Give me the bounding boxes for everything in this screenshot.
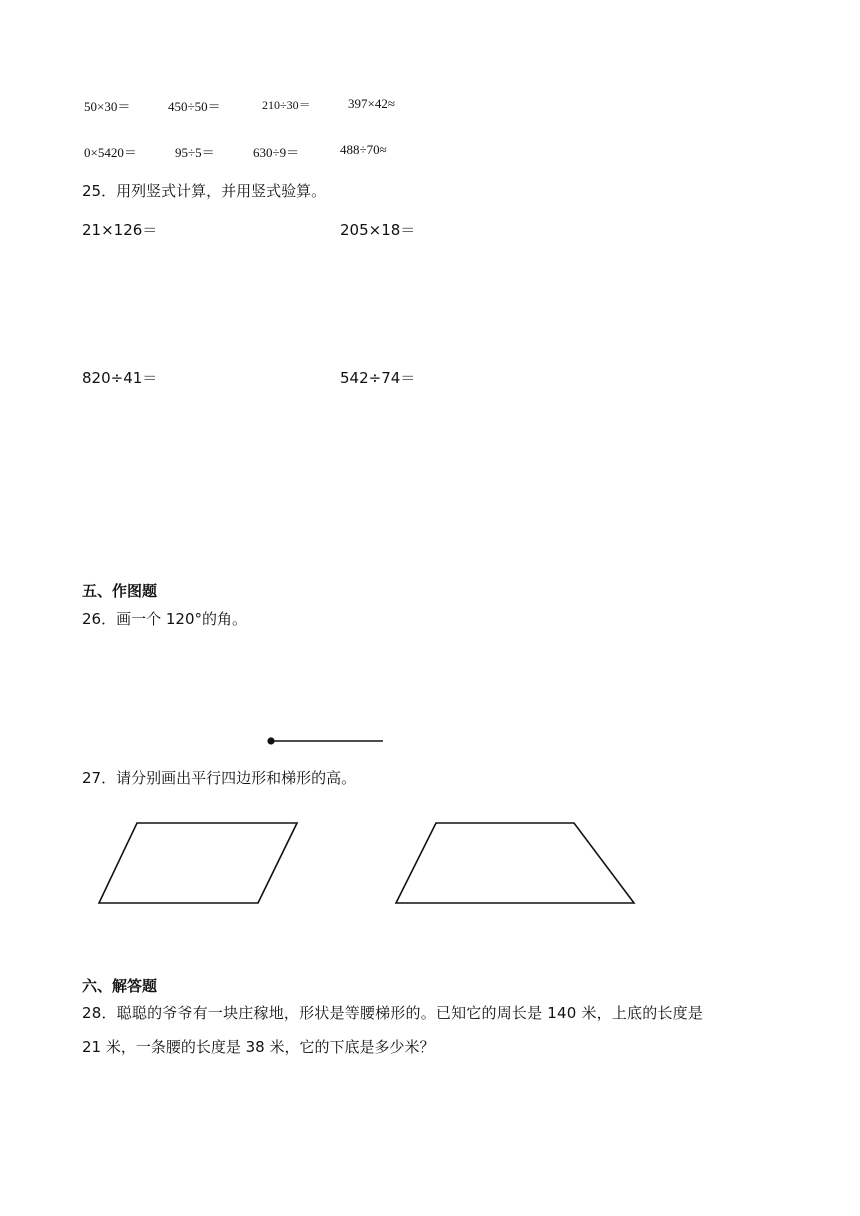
vertical-calc-item: 21×126＝	[82, 221, 158, 239]
question-28-line-2: 21 米，一条腰的长度是 38 米，它的下底是多少米？	[82, 1038, 435, 1056]
question-25-title: 25．用列竖式计算，并用竖式验算。	[82, 182, 327, 200]
oral-calc-item: 450÷50＝	[168, 99, 221, 114]
question-28-line-1: 28．聪聪的爷爷有一块庄稼地，形状是等腰梯形的。已知它的周长是 140 米，上底的长度是	[82, 1004, 704, 1022]
vertical-calc-item: 205×18＝	[340, 221, 416, 239]
vertex-point	[267, 737, 274, 744]
oral-calc-item: 50×30＝	[84, 99, 131, 114]
question-27-title: 27．请分别画出平行四边形和梯形的高。	[82, 769, 357, 787]
parallelogram-shape	[99, 823, 297, 903]
angle-ray	[267, 737, 383, 744]
vertical-calc-item: 820÷41＝	[82, 369, 158, 387]
oral-calc-item: 0×5420＝	[84, 145, 137, 160]
vertical-calc-item: 542÷74＝	[340, 369, 416, 387]
trapezoid-shape	[396, 823, 634, 903]
question-26-title: 26．画一个 120°的角。	[82, 610, 247, 628]
oral-calc-item: 488÷70≈	[340, 142, 387, 157]
oral-calc-item: 210÷30＝	[262, 98, 311, 112]
oral-calc-item: 630÷9＝	[253, 145, 300, 160]
oral-calc-item: 397×42≈	[348, 96, 395, 111]
section-6-heading: 六、解答题	[82, 977, 158, 995]
oral-calc-item: 95÷5＝	[175, 145, 215, 160]
section-5-heading: 五、作图题	[82, 582, 158, 600]
